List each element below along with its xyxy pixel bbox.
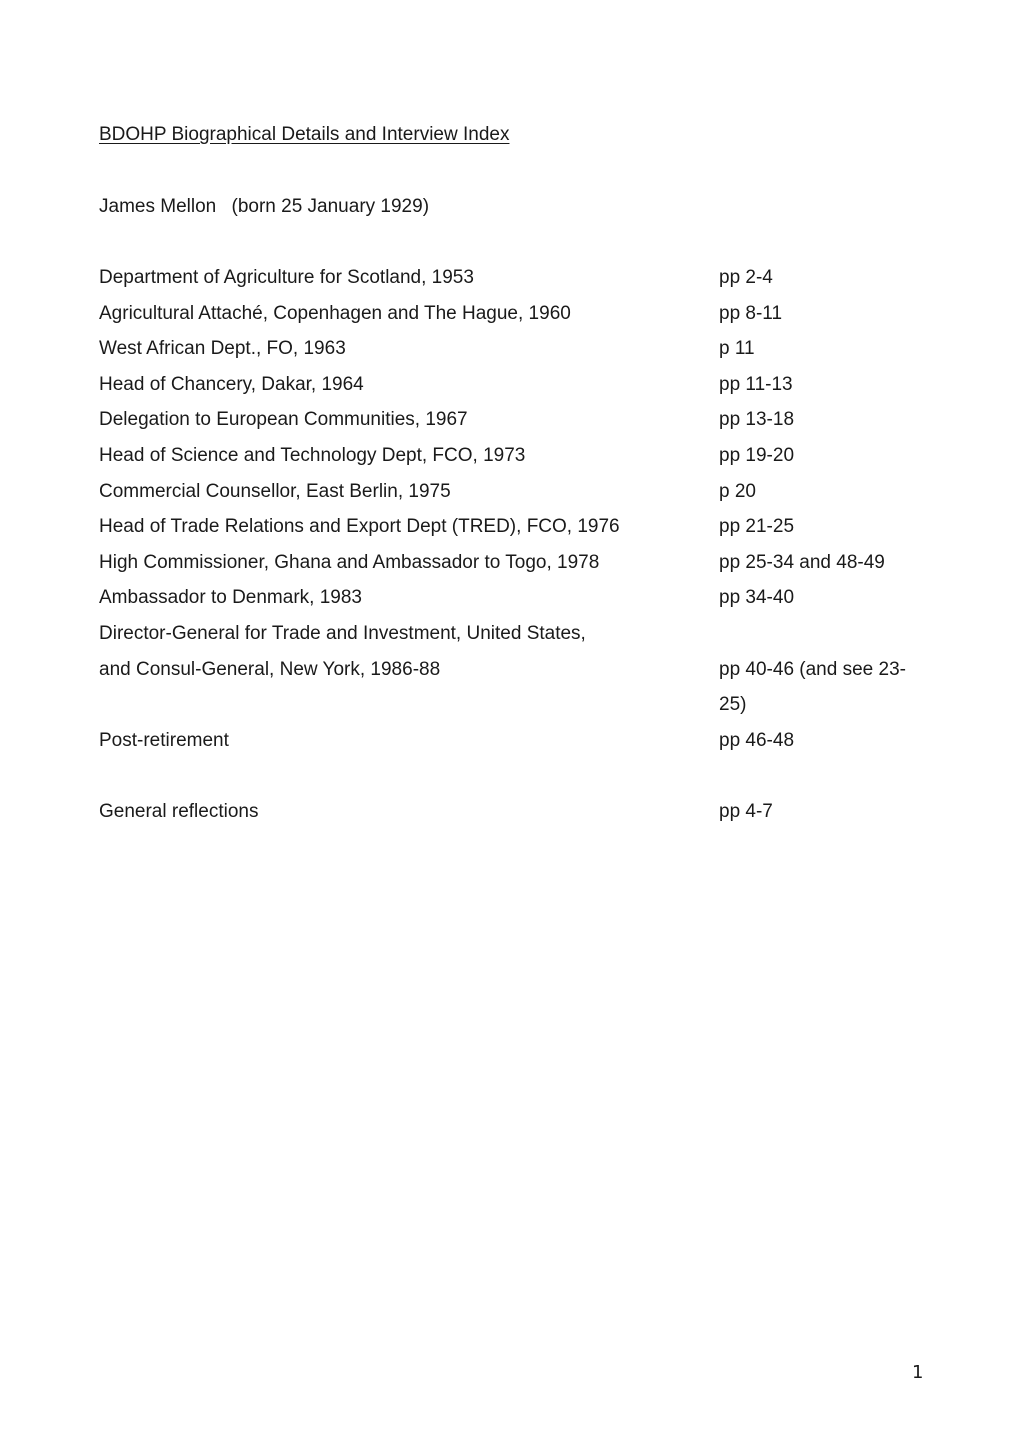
index-pages: pp 40-46 (and see 23- [719,658,906,680]
index-pages: pp 19-20 [719,444,795,466]
interviewee-birth-date: (born 25 January 1929) [231,196,430,217]
index-entry: General reflections [99,800,259,822]
index-entry: Post-retirement [99,729,229,751]
index-row [99,438,919,474]
index-row [99,687,919,723]
index-spacer [99,758,919,794]
index-row [99,794,919,830]
index-pages: pp 25-34 and 48-49 [719,551,885,573]
index-entry: and Consul-General, New York, 1986-88 [99,658,441,680]
index-row [99,580,919,616]
index-pages: p 20 [719,480,756,502]
index-row [99,402,919,438]
index-pages: p 11 [719,338,755,360]
index-pages: pp 11-13 [719,373,793,395]
index-pages: pp 4-7 [719,800,773,822]
index-entry: Head of Chancery, Dakar, 1964 [99,373,364,395]
index-row [99,509,919,545]
index-entry: Department of Agriculture for Scotland, 1953 [99,267,474,288]
index-pages: pp 34-40 [719,587,795,609]
document-title: BDOHP Biographical Details and Interview Index [99,124,510,145]
interviewee-name: James Mellon [99,196,217,217]
index-row [99,367,919,403]
index-row [99,652,919,688]
index-row [99,616,919,652]
index-row [99,545,919,581]
index-row [99,474,919,510]
index-entry: Agricultural Attaché, Copenhagen and The Hague, 1960 [99,302,571,324]
index-row [99,331,919,367]
page-number: 1 [912,1362,924,1383]
index-entry: Head of Science and Technology Dept, FCO, 1973 [99,444,526,466]
index-pages: pp 46-48 [719,729,795,751]
index-entry: Head of Trade Relations and Export Dept (TRED), FCO, 1976 [99,516,620,538]
index-entry: High Commissioner, Ghana and Ambassador to Togo, 1978 [99,551,600,573]
index-entry: Delegation to European Communities, 1967 [99,409,468,431]
index-pages: pp 21-25 [719,516,795,538]
interviewee-heading [99,196,429,218]
index-row [99,296,919,332]
index-row [99,260,919,296]
index-pages: pp 8-11 [719,302,783,324]
index-entry: Ambassador to Denmark, 1983 [99,587,362,609]
index-pages: pp 13-18 [719,409,795,431]
index-row [99,723,919,759]
index-entry: Commercial Counsellor, East Berlin, 1975 [99,480,451,502]
index-entry: West African Dept., FO, 1963 [99,338,346,360]
index-entry: Director-General for Trade and Investment, United States, [99,622,586,644]
index-pages: pp 2-4 [719,267,773,288]
interview-index [99,260,919,830]
index-pages: 25) [719,694,747,716]
